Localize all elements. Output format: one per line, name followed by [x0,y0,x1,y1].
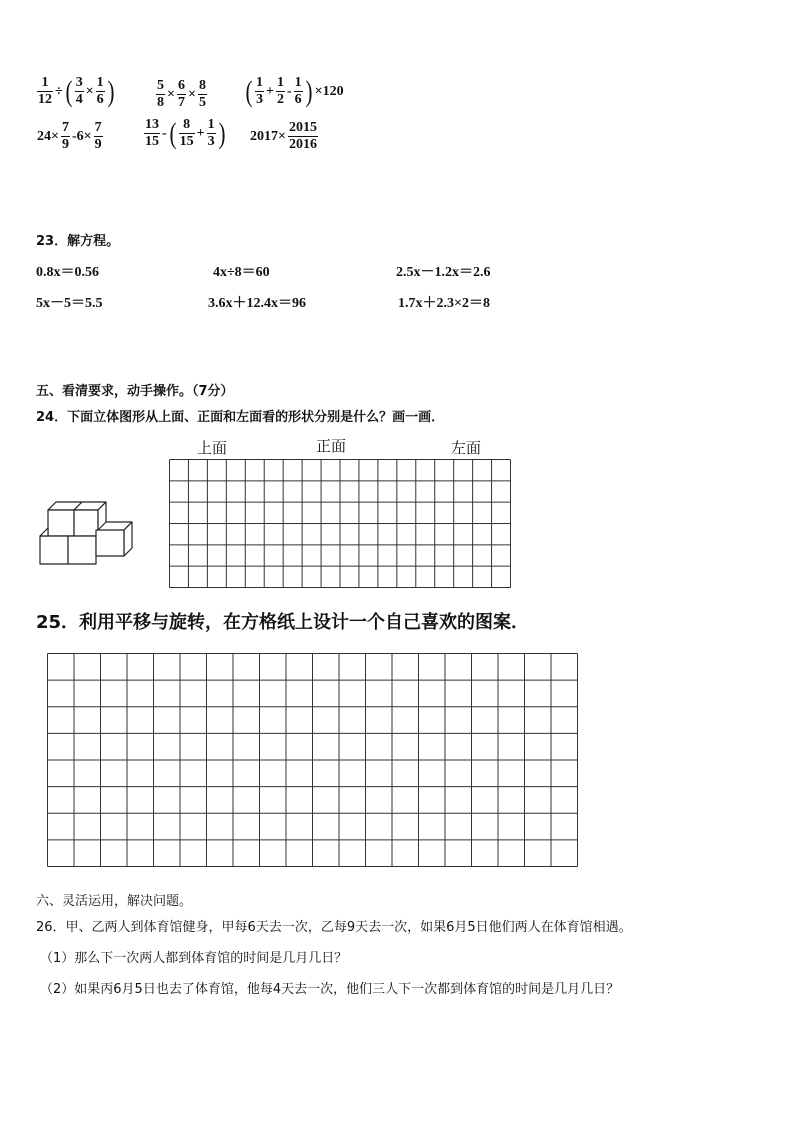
fraction: $\frac{1}{2}$ [276,75,284,107]
calc-expression-1: $\frac{1}{12}$ ÷ ( $\frac{3}{4}$ × $\frac{1}{6}$ ) [38,74,115,108]
calc-expression-2: $\frac{5}{8}$ × $\frac{6}{7}$ × $\frac{8}{5}$ [157,78,206,110]
fraction: $\frac{3}{4}$ [75,75,83,107]
fraction: $\frac{6}{7}$ [177,78,185,110]
view-label-front: 正面 [316,437,347,455]
equation: 1.7x＋2.3×2＝8 [398,296,490,311]
q26-part1: （1）那么下一次两人都到体育馆的时间是几月几日？ [40,951,348,966]
fraction: $\frac{7}{9}$ [94,120,102,152]
equation: 5x－5＝5.5 [36,296,103,311]
q24-grid[interactable] [169,459,511,588]
q25-title: 25．利用平移与旋转，在方格纸上设计一个自己喜欢的图案． [36,612,530,633]
fraction: $\frac{5}{8}$ [157,78,164,110]
q25-grid[interactable] [47,653,578,867]
fraction: $\frac{2015}{2016}$ [288,120,317,152]
q24-title: 24．下面立体图形从上面、正面和左面看的形状分别是什么？画一画． [36,410,445,425]
q26-title: 26．甲、乙两人到体育馆健身，甲每6天去一次，乙每9天去一次，如果6月5日他们两人在体育馆相遇。 [36,920,632,935]
fraction: $\frac{8}{15}$ [179,117,194,149]
view-label-top: 上面 [197,439,228,457]
equation: 4x÷8＝60 [213,265,270,280]
fraction: $\frac{1}{6}$ [294,75,302,107]
q23-title: 23．解方程。 [36,234,120,249]
equation: 0.8x＝0.56 [36,265,99,280]
fraction: $\frac{8}{5}$ [198,78,206,110]
fraction: $\frac{1}{3}$ [207,117,215,149]
calc-expression-5: $\frac{13}{15}$ - ( $\frac{8}{15}$ + $\frac{1}{3}$ ) [145,116,226,150]
equation: 2.5x－1.2x＝2.6 [396,265,491,280]
equation: 3.6x＋12.4x＝96 [208,296,306,311]
fraction: $\frac{7}{9}$ [61,120,69,152]
fraction: $\frac{1}{6}$ [96,75,104,107]
fraction: $\frac{1}{3}$ [256,75,263,107]
section-5-title: 五、看清要求，动手操作。（7分） [36,384,234,399]
cube-figure [36,492,136,568]
fraction: $\frac{1}{12}$ [38,75,52,107]
fraction: $\frac{13}{15}$ [145,117,159,149]
calc-expression-4: 24× $\frac{7}{9}$ -6× $\frac{7}{9}$ [37,120,102,152]
calc-expression-3: ( $\frac{1}{3}$ + $\frac{1}{2}$ - $\frac{1}{6}$ ) ×120 [245,74,344,108]
section-6-title: 六、灵活运用，解决问题。 [36,894,193,909]
calc-expression-6: 2017× $\frac{2015}{2016}$ [250,120,317,152]
q26-part2: （2）如果丙6月5日也去了体育馆，他每4天去一次，他们三人下一次都到体育馆的时间是几月几日？ [40,982,620,997]
view-label-left: 左面 [451,439,482,457]
